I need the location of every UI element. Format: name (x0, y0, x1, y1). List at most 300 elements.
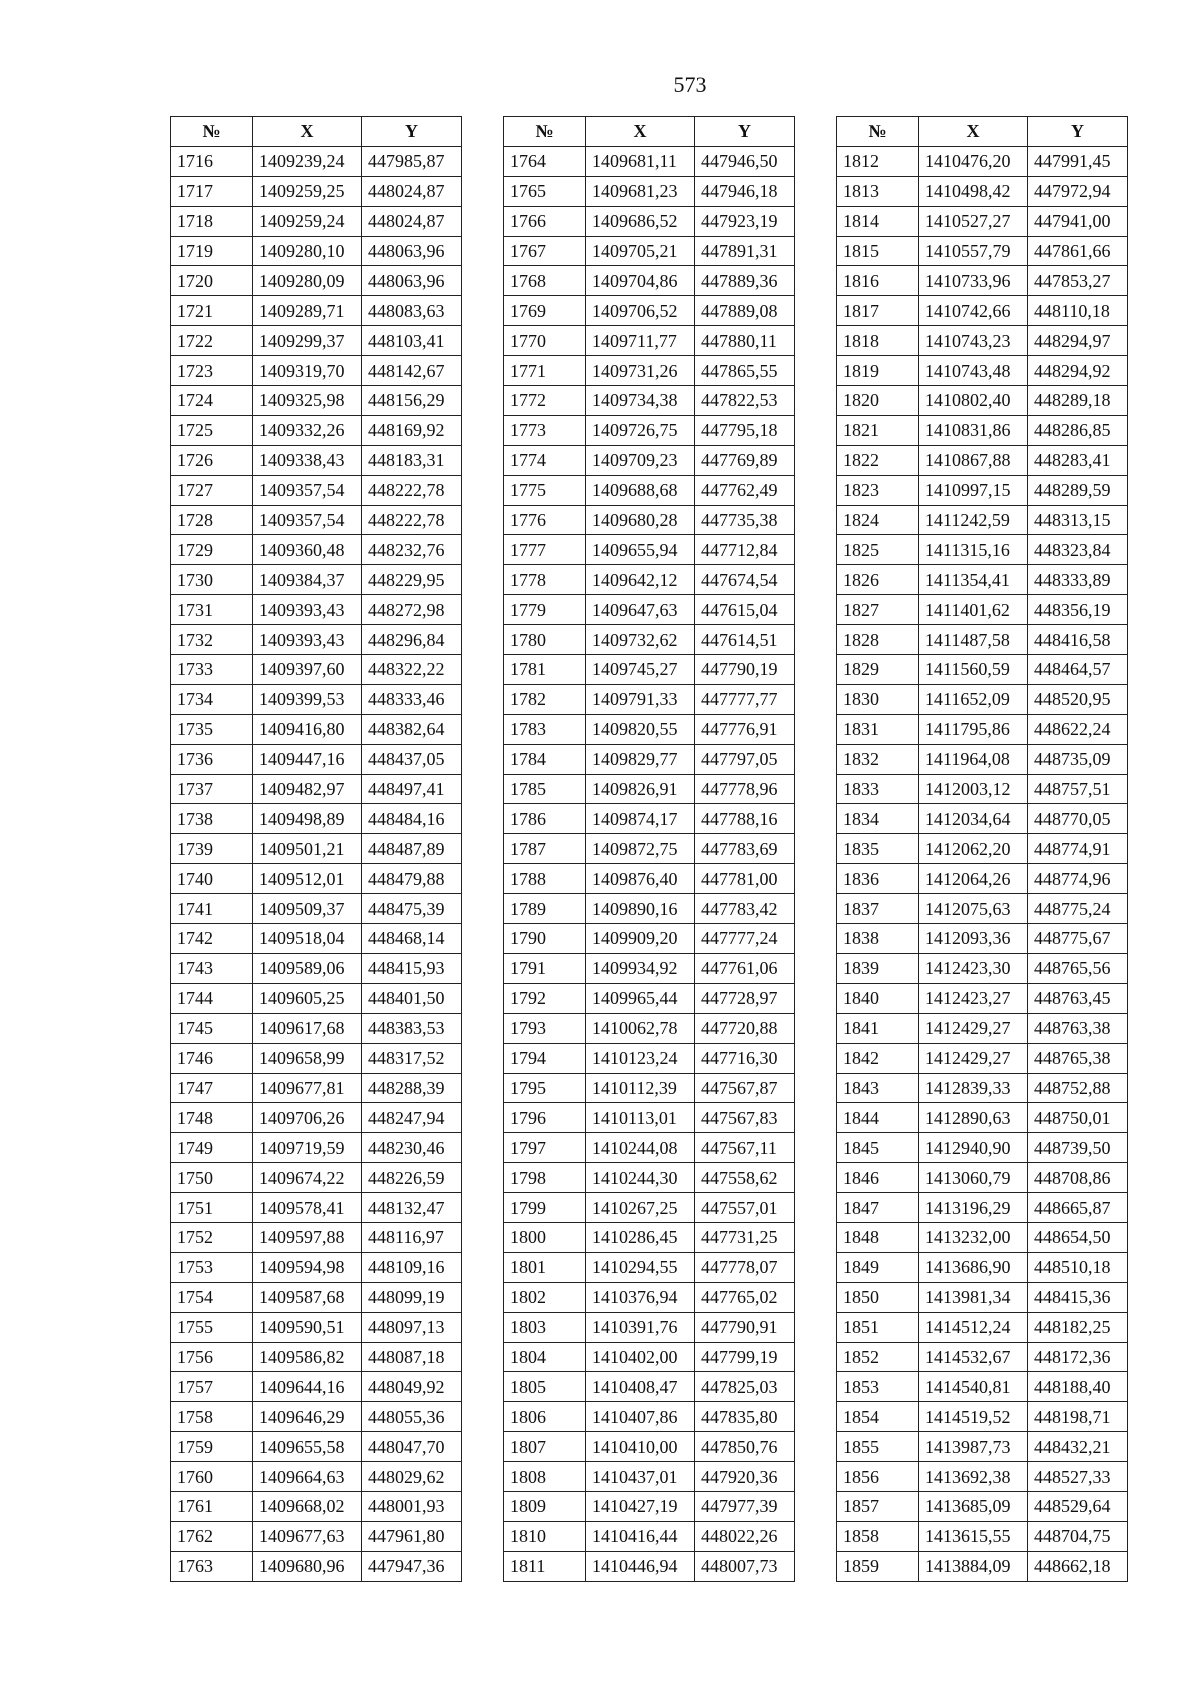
table-row (837, 1013, 1128, 1043)
point-number-cell: 1822 (837, 445, 919, 475)
point-number-cell: 1746 (171, 1043, 253, 1073)
point-number-cell: 1735 (171, 714, 253, 744)
table-row (504, 834, 795, 864)
x-coordinate-cell: 1409711,77 (586, 326, 695, 356)
table-row (837, 1312, 1128, 1342)
y-coordinate-cell: 448765,56 (1028, 953, 1128, 983)
point-number-cell: 1739 (171, 834, 253, 864)
table-row (171, 684, 462, 714)
point-number-cell: 1762 (171, 1521, 253, 1551)
x-coordinate-cell: 1409239,24 (253, 146, 362, 176)
point-number-cell: 1825 (837, 535, 919, 565)
point-number-cell: 1779 (504, 595, 586, 625)
y-coordinate-cell: 448188,40 (1028, 1372, 1128, 1402)
x-coordinate-cell: 1413196,29 (919, 1193, 1028, 1223)
table-row (504, 1462, 795, 1492)
table-row (504, 1043, 795, 1073)
table-row (504, 1432, 795, 1462)
table-row (837, 684, 1128, 714)
y-coordinate-cell: 448024,87 (362, 206, 462, 236)
point-number-cell: 1721 (171, 296, 253, 326)
point-number-cell: 1787 (504, 834, 586, 864)
table-row (504, 356, 795, 386)
table-row (837, 864, 1128, 894)
x-coordinate-cell: 1410437,01 (586, 1462, 695, 1492)
y-coordinate-cell: 447567,83 (695, 1103, 795, 1133)
x-coordinate-cell: 1411795,86 (919, 714, 1028, 744)
table-row (504, 1013, 795, 1043)
y-coordinate-cell: 448484,16 (362, 804, 462, 834)
x-coordinate-cell: 1411315,16 (919, 535, 1028, 565)
table-row (837, 1551, 1128, 1581)
x-coordinate-cell: 1414532,67 (919, 1342, 1028, 1372)
header-number: № (837, 117, 919, 147)
table-row (837, 1282, 1128, 1312)
table-row (837, 236, 1128, 266)
y-coordinate-cell: 447614,51 (695, 625, 795, 655)
y-coordinate-cell: 448527,33 (1028, 1462, 1128, 1492)
y-coordinate-cell: 448432,21 (1028, 1432, 1128, 1462)
x-coordinate-cell: 1410391,76 (586, 1312, 695, 1342)
y-coordinate-cell: 447762,49 (695, 475, 795, 505)
table-row (504, 1193, 795, 1223)
point-number-cell: 1781 (504, 655, 586, 685)
x-coordinate-cell: 1409668,02 (253, 1491, 362, 1521)
x-coordinate-cell: 1409498,89 (253, 804, 362, 834)
point-number-cell: 1799 (504, 1193, 586, 1223)
point-number-cell: 1730 (171, 565, 253, 595)
table-row (171, 625, 462, 655)
point-number-cell: 1820 (837, 386, 919, 416)
y-coordinate-cell: 447790,91 (695, 1312, 795, 1342)
y-coordinate-cell: 447946,18 (695, 176, 795, 206)
point-number-cell: 1834 (837, 804, 919, 834)
y-coordinate-cell: 447991,45 (1028, 146, 1128, 176)
header-x: X (586, 117, 695, 147)
point-number-cell: 1731 (171, 595, 253, 625)
y-coordinate-cell: 447850,76 (695, 1432, 795, 1462)
x-coordinate-cell: 1413981,34 (919, 1282, 1028, 1312)
table-row (504, 894, 795, 924)
x-coordinate-cell: 1409664,63 (253, 1462, 362, 1492)
y-coordinate-cell: 448272,98 (362, 595, 462, 625)
point-number-cell: 1767 (504, 236, 586, 266)
point-number-cell: 1780 (504, 625, 586, 655)
y-coordinate-cell: 448510,18 (1028, 1252, 1128, 1282)
y-coordinate-cell: 447776,91 (695, 714, 795, 744)
x-coordinate-cell: 1410733,96 (919, 266, 1028, 296)
table-row (171, 1372, 462, 1402)
table-row (837, 1462, 1128, 1492)
x-coordinate-cell: 1413987,73 (919, 1432, 1028, 1462)
x-coordinate-cell: 1412003,12 (919, 774, 1028, 804)
x-coordinate-cell: 1409319,70 (253, 356, 362, 386)
coordinates-table-2 (503, 116, 795, 1582)
y-coordinate-cell: 447865,55 (695, 356, 795, 386)
x-coordinate-cell: 1409447,16 (253, 744, 362, 774)
x-coordinate-cell: 1410867,88 (919, 445, 1028, 475)
point-number-cell: 1716 (171, 146, 253, 176)
point-number-cell: 1818 (837, 326, 919, 356)
x-coordinate-cell: 1409338,43 (253, 445, 362, 475)
x-coordinate-cell: 1409416,80 (253, 714, 362, 744)
x-coordinate-cell: 1410407,86 (586, 1402, 695, 1432)
x-coordinate-cell: 1409589,06 (253, 953, 362, 983)
y-coordinate-cell: 448110,18 (1028, 296, 1128, 326)
x-coordinate-cell: 1410416,44 (586, 1521, 695, 1551)
x-coordinate-cell: 1409890,16 (586, 894, 695, 924)
y-coordinate-cell: 448222,78 (362, 475, 462, 505)
y-coordinate-cell: 448323,84 (1028, 535, 1128, 565)
x-coordinate-cell: 1411652,09 (919, 684, 1028, 714)
y-coordinate-cell: 448007,73 (695, 1551, 795, 1581)
table-row (171, 953, 462, 983)
table-row (504, 864, 795, 894)
table-row (171, 744, 462, 774)
x-coordinate-cell: 1410527,27 (919, 206, 1028, 236)
point-number-cell: 1754 (171, 1282, 253, 1312)
table-row (171, 1551, 462, 1581)
table-row (837, 1432, 1128, 1462)
table-row (171, 415, 462, 445)
point-number-cell: 1761 (171, 1491, 253, 1521)
x-coordinate-cell: 1410743,48 (919, 356, 1028, 386)
point-number-cell: 1811 (504, 1551, 586, 1581)
y-coordinate-cell: 448765,38 (1028, 1043, 1128, 1073)
y-coordinate-cell: 448416,58 (1028, 625, 1128, 655)
x-coordinate-cell: 1414519,52 (919, 1402, 1028, 1432)
x-coordinate-cell: 1412064,26 (919, 864, 1028, 894)
table-row (504, 296, 795, 326)
table-row (171, 804, 462, 834)
x-coordinate-cell: 1409289,71 (253, 296, 362, 326)
point-number-cell: 1812 (837, 146, 919, 176)
point-number-cell: 1838 (837, 924, 919, 954)
y-coordinate-cell: 447783,42 (695, 894, 795, 924)
table-row (171, 1163, 462, 1193)
y-coordinate-cell: 448750,01 (1028, 1103, 1128, 1133)
y-coordinate-cell: 448289,18 (1028, 386, 1128, 416)
point-number-cell: 1841 (837, 1013, 919, 1043)
table-row (504, 565, 795, 595)
y-coordinate-cell: 447558,62 (695, 1163, 795, 1193)
point-number-cell: 1809 (504, 1491, 586, 1521)
table-header-row (504, 117, 795, 147)
y-coordinate-cell: 448294,92 (1028, 356, 1128, 386)
y-coordinate-cell: 448622,24 (1028, 714, 1128, 744)
y-coordinate-cell: 447985,87 (362, 146, 462, 176)
header-y: Y (1028, 117, 1128, 147)
table-row (171, 1491, 462, 1521)
table-row (504, 1133, 795, 1163)
y-coordinate-cell: 448401,50 (362, 983, 462, 1013)
y-coordinate-cell: 448001,93 (362, 1491, 462, 1521)
y-coordinate-cell: 447728,97 (695, 983, 795, 1013)
point-number-cell: 1836 (837, 864, 919, 894)
point-number-cell: 1854 (837, 1402, 919, 1432)
x-coordinate-cell: 1409909,20 (586, 924, 695, 954)
table-row (171, 535, 462, 565)
table-row (837, 266, 1128, 296)
x-coordinate-cell: 1413615,55 (919, 1521, 1028, 1551)
y-coordinate-cell: 447961,80 (362, 1521, 462, 1551)
point-number-cell: 1765 (504, 176, 586, 206)
point-number-cell: 1770 (504, 326, 586, 356)
table-row (837, 924, 1128, 954)
point-number-cell: 1832 (837, 744, 919, 774)
table-row (171, 1342, 462, 1372)
point-number-cell: 1723 (171, 356, 253, 386)
point-number-cell: 1796 (504, 1103, 586, 1133)
table-row (171, 176, 462, 206)
y-coordinate-cell: 448322,22 (362, 655, 462, 685)
x-coordinate-cell: 1410831,86 (919, 415, 1028, 445)
y-coordinate-cell: 447777,24 (695, 924, 795, 954)
table-row (504, 176, 795, 206)
table-row (171, 1282, 462, 1312)
y-coordinate-cell: 448099,19 (362, 1282, 462, 1312)
table-row (504, 924, 795, 954)
x-coordinate-cell: 1409332,26 (253, 415, 362, 445)
table-row (837, 1372, 1128, 1402)
table-row (837, 296, 1128, 326)
table-row (171, 296, 462, 326)
point-number-cell: 1847 (837, 1193, 919, 1223)
point-number-cell: 1783 (504, 714, 586, 744)
point-number-cell: 1775 (504, 475, 586, 505)
table-row (504, 1163, 795, 1193)
y-coordinate-cell: 447778,96 (695, 774, 795, 804)
y-coordinate-cell: 448097,13 (362, 1312, 462, 1342)
x-coordinate-cell: 1409393,43 (253, 595, 362, 625)
y-coordinate-cell: 448169,92 (362, 415, 462, 445)
y-coordinate-cell: 448087,18 (362, 1342, 462, 1372)
table-row (837, 475, 1128, 505)
y-coordinate-cell: 448047,70 (362, 1432, 462, 1462)
point-number-cell: 1743 (171, 953, 253, 983)
y-coordinate-cell: 448183,31 (362, 445, 462, 475)
x-coordinate-cell: 1409597,88 (253, 1222, 362, 1252)
y-coordinate-cell: 448024,87 (362, 176, 462, 206)
x-coordinate-cell: 1412423,30 (919, 953, 1028, 983)
y-coordinate-cell: 448437,05 (362, 744, 462, 774)
table-row (504, 1222, 795, 1252)
point-number-cell: 1785 (504, 774, 586, 804)
point-number-cell: 1831 (837, 714, 919, 744)
y-coordinate-cell: 447781,00 (695, 864, 795, 894)
x-coordinate-cell: 1409501,21 (253, 834, 362, 864)
point-number-cell: 1791 (504, 953, 586, 983)
x-coordinate-cell: 1409617,68 (253, 1013, 362, 1043)
point-number-cell: 1741 (171, 894, 253, 924)
point-number-cell: 1745 (171, 1013, 253, 1043)
point-number-cell: 1727 (171, 475, 253, 505)
x-coordinate-cell: 1409681,23 (586, 176, 695, 206)
y-coordinate-cell: 447799,19 (695, 1342, 795, 1372)
point-number-cell: 1848 (837, 1222, 919, 1252)
point-number-cell: 1813 (837, 176, 919, 206)
x-coordinate-cell: 1410062,78 (586, 1013, 695, 1043)
y-coordinate-cell: 448226,59 (362, 1163, 462, 1193)
y-coordinate-cell: 447880,11 (695, 326, 795, 356)
table-row (837, 1073, 1128, 1103)
x-coordinate-cell: 1409677,63 (253, 1521, 362, 1551)
table-row (504, 1103, 795, 1133)
table-row (837, 1491, 1128, 1521)
table-row (171, 505, 462, 535)
y-coordinate-cell: 448333,46 (362, 684, 462, 714)
point-number-cell: 1719 (171, 236, 253, 266)
x-coordinate-cell: 1409512,01 (253, 864, 362, 894)
table-row (837, 714, 1128, 744)
point-number-cell: 1806 (504, 1402, 586, 1432)
table-row (837, 206, 1128, 236)
table-row (504, 804, 795, 834)
table-row (504, 1491, 795, 1521)
table-row (837, 1103, 1128, 1133)
header-x: X (253, 117, 362, 147)
table-row (504, 983, 795, 1013)
y-coordinate-cell: 447788,16 (695, 804, 795, 834)
point-number-cell: 1858 (837, 1521, 919, 1551)
y-coordinate-cell: 447835,80 (695, 1402, 795, 1432)
x-coordinate-cell: 1411401,62 (919, 595, 1028, 625)
coordinates-table-1 (170, 116, 462, 1582)
point-number-cell: 1855 (837, 1432, 919, 1462)
x-coordinate-cell: 1409590,51 (253, 1312, 362, 1342)
point-number-cell: 1752 (171, 1222, 253, 1252)
x-coordinate-cell: 1409872,75 (586, 834, 695, 864)
y-coordinate-cell: 448222,78 (362, 505, 462, 535)
table-row (837, 894, 1128, 924)
x-coordinate-cell: 1410498,42 (919, 176, 1028, 206)
table-row (837, 1252, 1128, 1282)
point-number-cell: 1778 (504, 565, 586, 595)
table-row (837, 1163, 1128, 1193)
table-row (171, 1043, 462, 1073)
y-coordinate-cell: 448770,05 (1028, 804, 1128, 834)
y-coordinate-cell: 448109,16 (362, 1252, 462, 1282)
y-coordinate-cell: 448520,95 (1028, 684, 1128, 714)
point-number-cell: 1790 (504, 924, 586, 954)
x-coordinate-cell: 1409397,60 (253, 655, 362, 685)
y-coordinate-cell: 448063,96 (362, 266, 462, 296)
point-number-cell: 1747 (171, 1073, 253, 1103)
x-coordinate-cell: 1409594,98 (253, 1252, 362, 1282)
point-number-cell: 1755 (171, 1312, 253, 1342)
y-coordinate-cell: 448286,85 (1028, 415, 1128, 445)
table-row (837, 505, 1128, 535)
table-row (171, 1013, 462, 1043)
table-row (171, 1073, 462, 1103)
table-row (171, 834, 462, 864)
x-coordinate-cell: 1410267,25 (586, 1193, 695, 1223)
y-coordinate-cell: 448708,86 (1028, 1163, 1128, 1193)
point-number-cell: 1766 (504, 206, 586, 236)
x-coordinate-cell: 1411964,08 (919, 744, 1028, 774)
y-coordinate-cell: 448333,89 (1028, 565, 1128, 595)
y-coordinate-cell: 447947,36 (362, 1551, 462, 1581)
point-number-cell: 1786 (504, 804, 586, 834)
table-row (504, 386, 795, 416)
y-coordinate-cell: 448383,53 (362, 1013, 462, 1043)
x-coordinate-cell: 1410286,45 (586, 1222, 695, 1252)
x-coordinate-cell: 1409357,54 (253, 505, 362, 535)
table-row (504, 655, 795, 685)
x-coordinate-cell: 1409509,37 (253, 894, 362, 924)
x-coordinate-cell: 1409704,86 (586, 266, 695, 296)
x-coordinate-cell: 1409680,28 (586, 505, 695, 535)
point-number-cell: 1805 (504, 1372, 586, 1402)
x-coordinate-cell: 1410112,39 (586, 1073, 695, 1103)
x-coordinate-cell: 1412839,33 (919, 1073, 1028, 1103)
table-row (504, 714, 795, 744)
point-number-cell: 1852 (837, 1342, 919, 1372)
y-coordinate-cell: 447825,03 (695, 1372, 795, 1402)
y-coordinate-cell: 448763,45 (1028, 983, 1128, 1013)
y-coordinate-cell: 448156,29 (362, 386, 462, 416)
y-coordinate-cell: 448063,96 (362, 236, 462, 266)
x-coordinate-cell: 1411242,59 (919, 505, 1028, 535)
table-row (504, 1312, 795, 1342)
y-coordinate-cell: 447557,01 (695, 1193, 795, 1223)
y-coordinate-cell: 448317,52 (362, 1043, 462, 1073)
point-number-cell: 1810 (504, 1521, 586, 1551)
table-row (171, 146, 462, 176)
x-coordinate-cell: 1410123,24 (586, 1043, 695, 1073)
y-coordinate-cell: 448055,36 (362, 1402, 462, 1432)
x-coordinate-cell: 1411487,58 (919, 625, 1028, 655)
point-number-cell: 1800 (504, 1222, 586, 1252)
point-number-cell: 1751 (171, 1193, 253, 1223)
x-coordinate-cell: 1414512,24 (919, 1312, 1028, 1342)
point-number-cell: 1758 (171, 1402, 253, 1432)
x-coordinate-cell: 1409647,63 (586, 595, 695, 625)
point-number-cell: 1851 (837, 1312, 919, 1342)
x-coordinate-cell: 1409578,41 (253, 1193, 362, 1223)
y-coordinate-cell: 448356,19 (1028, 595, 1128, 625)
point-number-cell: 1756 (171, 1342, 253, 1372)
x-coordinate-cell: 1409518,04 (253, 924, 362, 954)
y-coordinate-cell: 447731,25 (695, 1222, 795, 1252)
table-row (504, 206, 795, 236)
point-number-cell: 1763 (171, 1551, 253, 1581)
x-coordinate-cell: 1413232,00 (919, 1222, 1028, 1252)
table-row (171, 386, 462, 416)
x-coordinate-cell: 1410402,00 (586, 1342, 695, 1372)
point-number-cell: 1768 (504, 266, 586, 296)
table-row (171, 266, 462, 296)
x-coordinate-cell: 1409259,24 (253, 206, 362, 236)
y-coordinate-cell: 448142,67 (362, 356, 462, 386)
table-row (837, 804, 1128, 834)
table-row (504, 505, 795, 535)
x-coordinate-cell: 1409709,23 (586, 445, 695, 475)
table-row (171, 894, 462, 924)
table-row (837, 595, 1128, 625)
table-row (837, 744, 1128, 774)
x-coordinate-cell: 1409677,81 (253, 1073, 362, 1103)
table-row (837, 625, 1128, 655)
x-coordinate-cell: 1412890,63 (919, 1103, 1028, 1133)
point-number-cell: 1788 (504, 864, 586, 894)
y-coordinate-cell: 448294,97 (1028, 326, 1128, 356)
y-coordinate-cell: 447822,53 (695, 386, 795, 416)
y-coordinate-cell: 448029,62 (362, 1462, 462, 1492)
table-row (504, 953, 795, 983)
table-row (504, 475, 795, 505)
point-number-cell: 1830 (837, 684, 919, 714)
